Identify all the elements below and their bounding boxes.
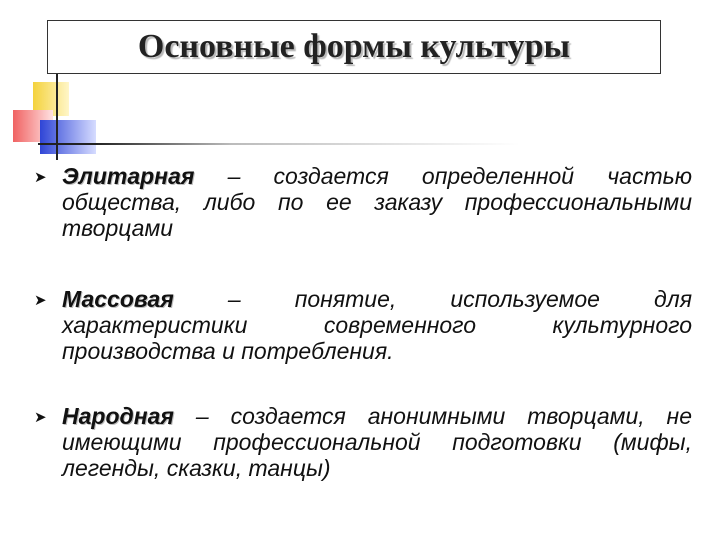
decorative-vertical-line <box>56 74 58 160</box>
item-text <box>62 163 692 241</box>
item-text <box>62 286 692 364</box>
item-term: Народная <box>62 403 174 429</box>
arrow-bullet-icon: ➤ <box>34 409 47 426</box>
item-definition: – создается анонимными творцами, не имеющими профессиональной подготовки (мифы, легенды, сказки, танцы) <box>62 403 692 481</box>
slide-title: Основные формы культуры <box>137 28 571 65</box>
title-frame <box>47 20 661 74</box>
item-text <box>62 403 692 481</box>
decorative-blue-square <box>40 120 96 154</box>
arrow-bullet-icon: ➤ <box>34 292 47 309</box>
item-term: Массовая <box>62 286 174 312</box>
item-definition: – понятие, используемое для характеристики современного культурного производства и потребления. <box>62 286 692 364</box>
item-term: Элитарная <box>62 163 195 189</box>
arrow-bullet-icon: ➤ <box>34 169 47 186</box>
decorative-horizontal-line <box>38 143 520 145</box>
item-definition: – создается определенной частью общества, либо по ее заказу профессиональными творцами <box>62 163 692 241</box>
